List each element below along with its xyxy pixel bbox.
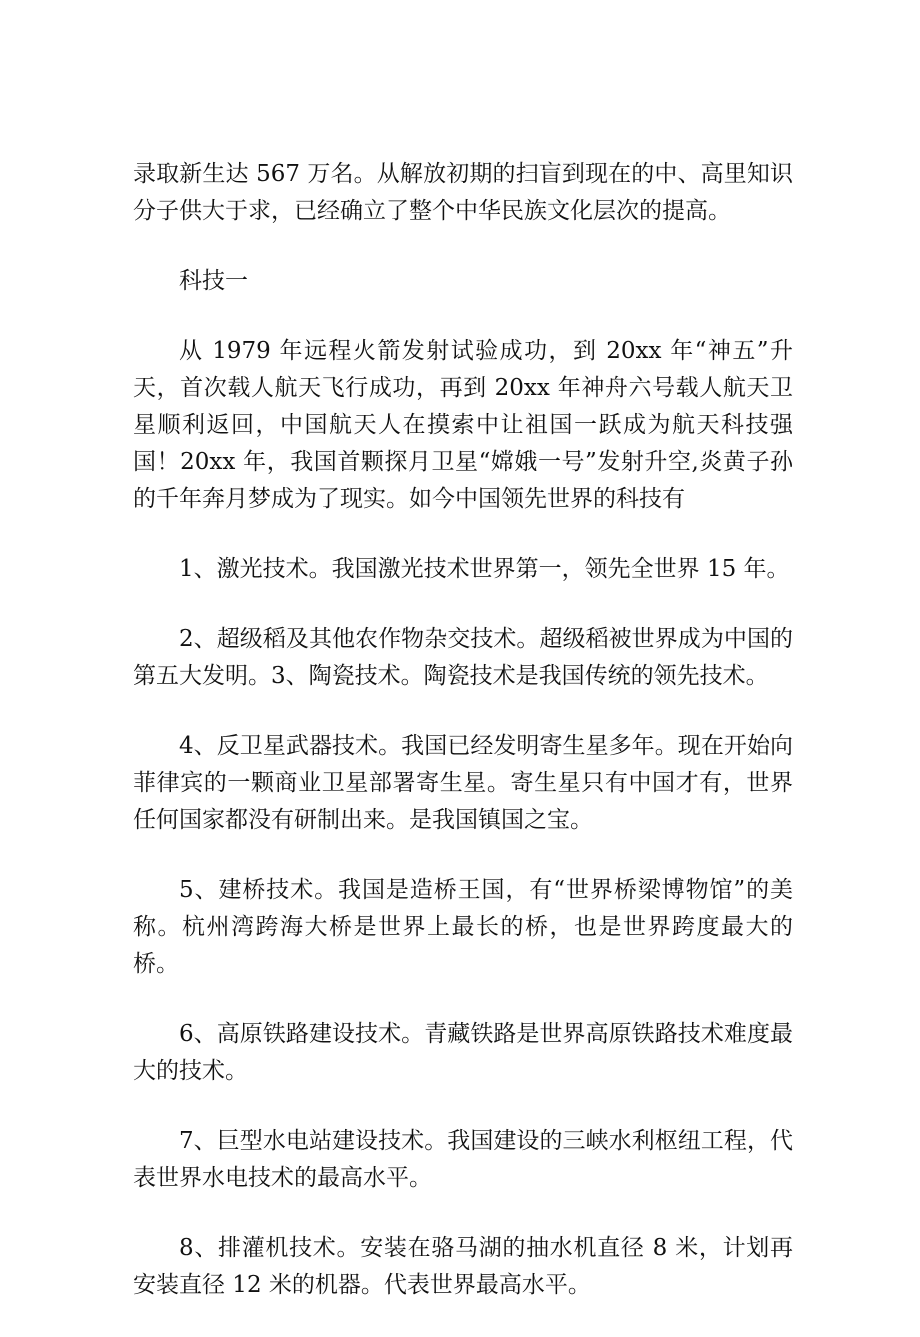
list-item-laser: 1、激光技术。我国激光技术世界第一，领先全世界 15 年。 <box>179 556 790 582</box>
paragraph-aerospace: 从 1979 年远程火箭发射试验成功，到 20xx 年“神五”升天，首次载人航天飞行成功，再到 20xx 年神舟六号载人航天卫星顺利返回，中国航天人在摸索中让祖国一跃成为航天科技强国！20xx 年，我国首颗探月卫星“嫦娥一号”发射升空,炎黄子孙的千年奔月梦成为了现实。如今中国领先世界的科技有 <box>133 338 793 512</box>
list-item-super-rice: 2、超级稻及其他农作物杂交技术。超级稻被世界成为中国的第五大发明。3、陶瓷技术。陶瓷技术是我国传统的领先技术。 <box>133 626 793 689</box>
document-body <box>133 156 793 1337</box>
list-item-plateau-railway: 6、高原铁路建设技术。青藏铁路是世界高原铁路技术难度最大的技术。 <box>133 1021 793 1084</box>
list-item-hydropower: 7、巨型水电站建设技术。我国建设的三峡水利枢纽工程，代表世界水电技术的最高水平。 <box>133 1128 793 1191</box>
list-item-anti-satellite: 4、反卫星武器技术。我国已经发明寄生星多年。现在开始向菲律宾的一颗商业卫星部署寄生星。寄生星只有中国才有，世界任何国家都没有研制出来。是我国镇国之宝。 <box>133 733 793 833</box>
list-item-bridge: 5、建桥技术。我国是造桥王国，有“世界桥梁博物馆”的美称。杭州湾跨海大桥是世界上最长的桥，也是世界跨度最大的桥。 <box>133 877 793 977</box>
paragraph-1: 录取新生达 567 万名。从解放初期的扫盲到现在的中、高里知识分子供大于求，已经确立了整个中华民族文化层次的提高。 <box>133 161 793 224</box>
list-item-irrigation: 8、排灌机技术。安装在骆马湖的抽水机直径 8 米，计划再安装直径 12 米的机器。代表世界最高水平。 <box>133 1235 793 1298</box>
section-heading-tech: 科技一 <box>179 268 248 294</box>
